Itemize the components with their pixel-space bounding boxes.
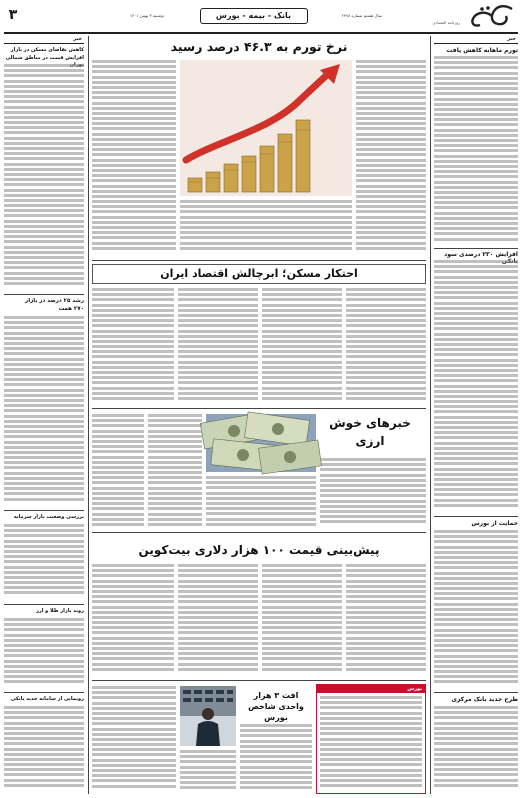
left-column xyxy=(4,36,84,794)
right-story4-title: طرح جدید بانک مرکزی xyxy=(451,696,518,703)
masthead-rule xyxy=(4,32,518,34)
lead-body-under-image xyxy=(180,200,352,256)
left-story4-body xyxy=(4,618,84,688)
fx-body-left-1 xyxy=(148,414,202,528)
bourse-body-left xyxy=(92,686,176,794)
left-story2-body xyxy=(4,316,84,506)
left-story1-subtitle: افزایش قیمت در مناطق شمالی xyxy=(5,55,84,61)
left-divider-4 xyxy=(4,692,84,693)
fx-headline-text: خبرهای خوش ارزی xyxy=(329,416,411,448)
inflation-arrow-image xyxy=(180,60,352,196)
housing-body-col1 xyxy=(346,288,426,404)
bourse-box xyxy=(316,684,426,794)
right-story2-title: افزایش ۲۳۰ درصدی سود xyxy=(444,251,518,258)
left-story1-body xyxy=(4,64,84,290)
bourse-body-under-photo xyxy=(180,750,236,794)
left-column-label: خبر xyxy=(73,36,82,42)
right-column-label: خبر xyxy=(507,36,516,42)
left-story2-title-text: رشد ۲۵ درصد در بازار xyxy=(25,298,84,304)
housing-bottom-rule xyxy=(92,408,426,409)
left-story4-title: روند بازار طلا و ارز xyxy=(35,608,84,614)
right-story4-body xyxy=(434,706,518,792)
right-column-header xyxy=(434,36,518,44)
masthead-tagline: روزنامه اقتصادی xyxy=(432,20,460,25)
bourse-box-label-bar xyxy=(317,685,425,693)
housing-body-col4 xyxy=(92,288,174,404)
left-column-header xyxy=(4,36,84,44)
right-story3-title: حمایت از بورس xyxy=(471,520,518,527)
right-story1-title: تورم ماهانه کاهش یافت xyxy=(446,47,518,54)
lead-body-right xyxy=(356,60,426,256)
bitcoin-body-col1 xyxy=(346,564,426,676)
bitcoin-body-col4 xyxy=(92,564,174,676)
left-story2-title xyxy=(4,298,84,306)
right-divider-2 xyxy=(434,516,518,517)
left-divider-2 xyxy=(4,510,84,511)
bitcoin-bottom-rule xyxy=(92,680,426,681)
fx-body-left-2 xyxy=(92,414,144,528)
bourse-body-right xyxy=(240,724,312,794)
right-column xyxy=(434,36,518,794)
bitcoin-headline: پیش‌بینی قیمت ۱۰۰ هزار دلاری بیت‌کوین xyxy=(138,543,380,557)
bitcoin-body-col3 xyxy=(178,564,258,676)
housing-body-col3 xyxy=(178,288,258,404)
bourse-box-label: بورس xyxy=(407,686,422,692)
right-story2-body xyxy=(434,260,518,510)
page-number: ۳ xyxy=(8,7,18,23)
lead-body-left xyxy=(92,60,176,256)
fx-bottom-rule xyxy=(92,532,426,533)
right-divider-3 xyxy=(434,692,518,693)
lead-headline: نرخ تورم به ۴۶.۳ درصد رسید xyxy=(170,39,348,54)
bitcoin-body-col2 xyxy=(262,564,342,676)
right-story3-body xyxy=(434,530,518,686)
masthead-date: دوشنبه ۳ بهمن ۱۴۰۱ xyxy=(130,13,165,18)
lead-bottom-rule xyxy=(92,260,426,261)
masthead-section: بانک - بیمه - بورس xyxy=(215,11,292,20)
fx-headline xyxy=(320,414,420,454)
left-story3-body xyxy=(4,524,84,600)
left-story2-highlight: ۲۷۰ همت xyxy=(58,306,84,312)
masthead-logo xyxy=(462,3,516,29)
left-story1-title: کاهش تقاضای مسکن در بازار xyxy=(10,47,84,53)
bourse-headline-text: افت ۳ هزار واحدی شاخص بورس xyxy=(248,691,304,722)
left-story5-title: رونمایی از سامانه جدید بانکی xyxy=(10,696,84,702)
right-column-rule xyxy=(430,36,431,794)
dollar-bills-image xyxy=(206,414,316,472)
trader-photo xyxy=(180,686,236,746)
housing-headline-box xyxy=(92,264,426,284)
left-story5-body xyxy=(4,706,84,792)
housing-body-col2 xyxy=(262,288,342,404)
bourse-box-body xyxy=(320,696,422,792)
right-story1-body xyxy=(434,56,518,244)
right-divider-1 xyxy=(434,248,518,249)
fx-body-right xyxy=(320,458,426,528)
left-story3-title: بررسی وضعیت بازار سرمایه xyxy=(13,514,84,520)
fx-body-under-image xyxy=(206,476,316,528)
left-divider-1 xyxy=(4,294,84,295)
masthead xyxy=(0,0,522,34)
masthead-issue: سال هشتم شماره ۲۴۷۸ xyxy=(341,13,382,18)
housing-headline: احتکار مسکن؛ ابرچالش اقتصاد ایران xyxy=(160,267,358,280)
masthead-section-box xyxy=(200,8,308,24)
left-column-rule xyxy=(88,36,89,794)
bourse-headline xyxy=(240,690,312,720)
left-divider-3 xyxy=(4,604,84,605)
